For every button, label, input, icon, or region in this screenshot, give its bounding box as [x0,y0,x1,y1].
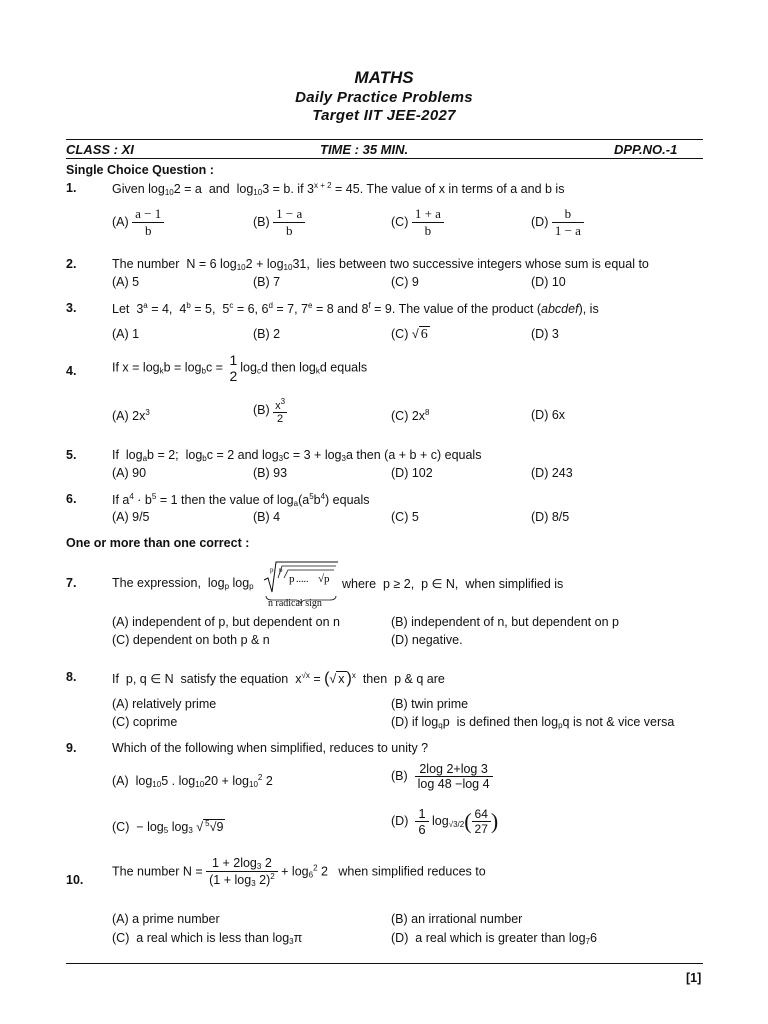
q4-option-b: (B) $\frac{x^3}{2}$ [253,397,286,425]
q6-option-d: (D) 8/5 [531,510,570,524]
section-multi-correct: One or more than one correct : [66,536,250,550]
target-title: Target IIT JEE-2027 [312,107,456,124]
q2-option-d: (D) 10 [531,275,566,289]
q1-option-b: (B) $\frac{1 - a}{b}$ [253,206,305,239]
svg-text:p: p [270,566,274,574]
svg-text:p: p [279,566,283,574]
q3-option-d: (D) 3 [531,327,559,341]
question-number: 4. [66,364,77,378]
q8-option-b: (B) twin prime [391,697,469,711]
question-number: 6. [66,492,77,506]
page-number: [1] [686,971,702,985]
question-number: 3. [66,301,77,315]
q8-option-a: (A) relatively prime [112,697,217,711]
q5-option-b: (B) 93 [253,466,288,480]
question-7-text-cont: where p ≥ 2, p ∈ N, when simplified is [342,577,564,591]
question-10-text: The number N = $\frac{1 + 2\log_3 2}{(1 + \log_3 2)^2}$ + $\log_6^2 2$ when simplified reduces to [112,856,486,888]
question-6-text: If $a^4 \cdot b^5 = 1$ then the value of $\log_a(a^5b^4)$ equals [112,492,370,508]
top-rule [66,139,703,140]
q6-option-c: (C) 5 [391,510,419,524]
q9-option-a: (A) $\log_{10}5$ . $\log_{10}20 + \log_{10}^2 2$ [112,773,273,789]
dpp-label: DPP.NO.-1 [614,142,678,157]
q9-option-c: $(C) - \log_5 \log_3$ √ $^5$√9 [112,819,224,835]
time-label: TIME : 35 MIN. [320,142,409,157]
q5-option-d: (D) 243 [531,466,573,480]
q6-option-a: (A) 9/5 [112,510,150,524]
question-9-text: Which of the following when simplified, reduces to unity ? [112,741,429,755]
question-number: 5. [66,448,77,462]
q1-option-a: (A) $\frac{a - 1}{b}$ [112,206,164,239]
document-title: Daily Practice Problems [295,89,473,106]
q6-option-b: (B) 4 [253,510,281,524]
q9-option-b: (B) $\frac{2\log 2+\log 3}{\log 48 -\log 4}$ [391,762,493,791]
q4-option-c: (C) $2x^8$ [391,408,430,423]
q10-option-c: (C) a real which is less than $\log_3\pi$ [112,931,303,946]
question-8-text: If p, q ∈ N satisfy the equation $x^{√x}$ = (√ x )$^x$ then p & q are [112,670,445,687]
q5-option-a: (A) 90 [112,466,147,480]
question-number: 1. [66,181,77,195]
q10-option-d: (D) a real which is greater than $\log_76$ [391,931,597,946]
question-number: 7. [66,576,77,590]
question-5-text: If $\log_ab = 2$; $\log_bc = 2$ and $\log_3c = 3 + \log_3a$ then (a + b + c) equals [112,448,482,463]
q7-option-a: (A) independent of p, but dependent on n [112,615,340,629]
question-number: 10. [66,873,84,887]
question-number: 8. [66,670,77,684]
question-4-text: If $x = \log_kb = \log_bc$ = 1 2 $\log_cd$ then $\log_kd$ equals [112,352,368,384]
radical-caption: n radical sign [268,598,322,609]
svg-text:√p: √p [318,573,330,585]
q3-option-c: (C) √ 6 [391,327,428,342]
q4-option-a: (A) $2x^3$ [112,408,150,423]
question-3-text: Let $3^a = 4$, $4^b = 5$, $5^c = 6$, $6^d = 7$, $7^e = 8$ and $8^f = 9$. The value of the product (abcdef), is [112,301,599,316]
q4-option-d: (D) 6x [531,408,566,422]
class-label: CLASS : XI [66,142,134,157]
q2-option-c: (C) 9 [391,275,419,289]
svg-text:p: p [289,573,295,585]
q2-option-b: (B) 7 [253,275,281,289]
question-2-text: The number N = 6 $\log_{10}2 + \log_{10}31$, lies between two successive integers whose sum is equal to [112,257,649,272]
q3-option-b: (B) 2 [253,327,281,341]
q8-option-c: (C) coprime [112,715,178,729]
q10-option-a: (A) a prime number [112,912,220,926]
q7-option-d: (D) negative. [391,633,463,647]
question-1-text: Given $\log_{10}2 = a$ and $\log_{10}3 = b$. if $3^{x + 2} = 45$. The value of x in terms of a and b is [112,181,565,197]
q10-option-b: (B) an irrational number [391,912,523,926]
q2-option-a: (A) 5 [112,275,140,289]
q8-option-d: (D) if $\log_qp$ is defined then $\log_pq$ is not & vice versa [391,715,675,730]
q1-option-d: (D) $\frac{b}{1 - a}$ [531,206,584,239]
question-7-text: The expression, $\log_p \log_p$ [112,576,254,591]
q3-option-a: (A) 1 [112,327,140,341]
q7-option-c: (C) dependent on both p & n [112,633,270,647]
q5-option-c: (D) 102 [391,466,433,480]
header-rule [66,158,703,159]
q7-option-b: (B) independent of n, but dependent on p [391,615,619,629]
question-number: 2. [66,257,77,271]
q9-option-d: (D) $\frac{1}{6}$ $\log_{√3/2}$( $\frac{64}{27}$ ) [391,806,499,837]
svg-text:.....: ..... [296,574,309,585]
question-number: 9. [66,741,77,755]
section-single-choice: Single Choice Question : [66,163,214,177]
subject-title: MATHS [354,68,414,87]
footer-rule [66,963,703,964]
q3-option-c-label: (C) [391,327,409,341]
q1-option-c: (C) $\frac{1 + a}{b}$ [391,206,444,239]
